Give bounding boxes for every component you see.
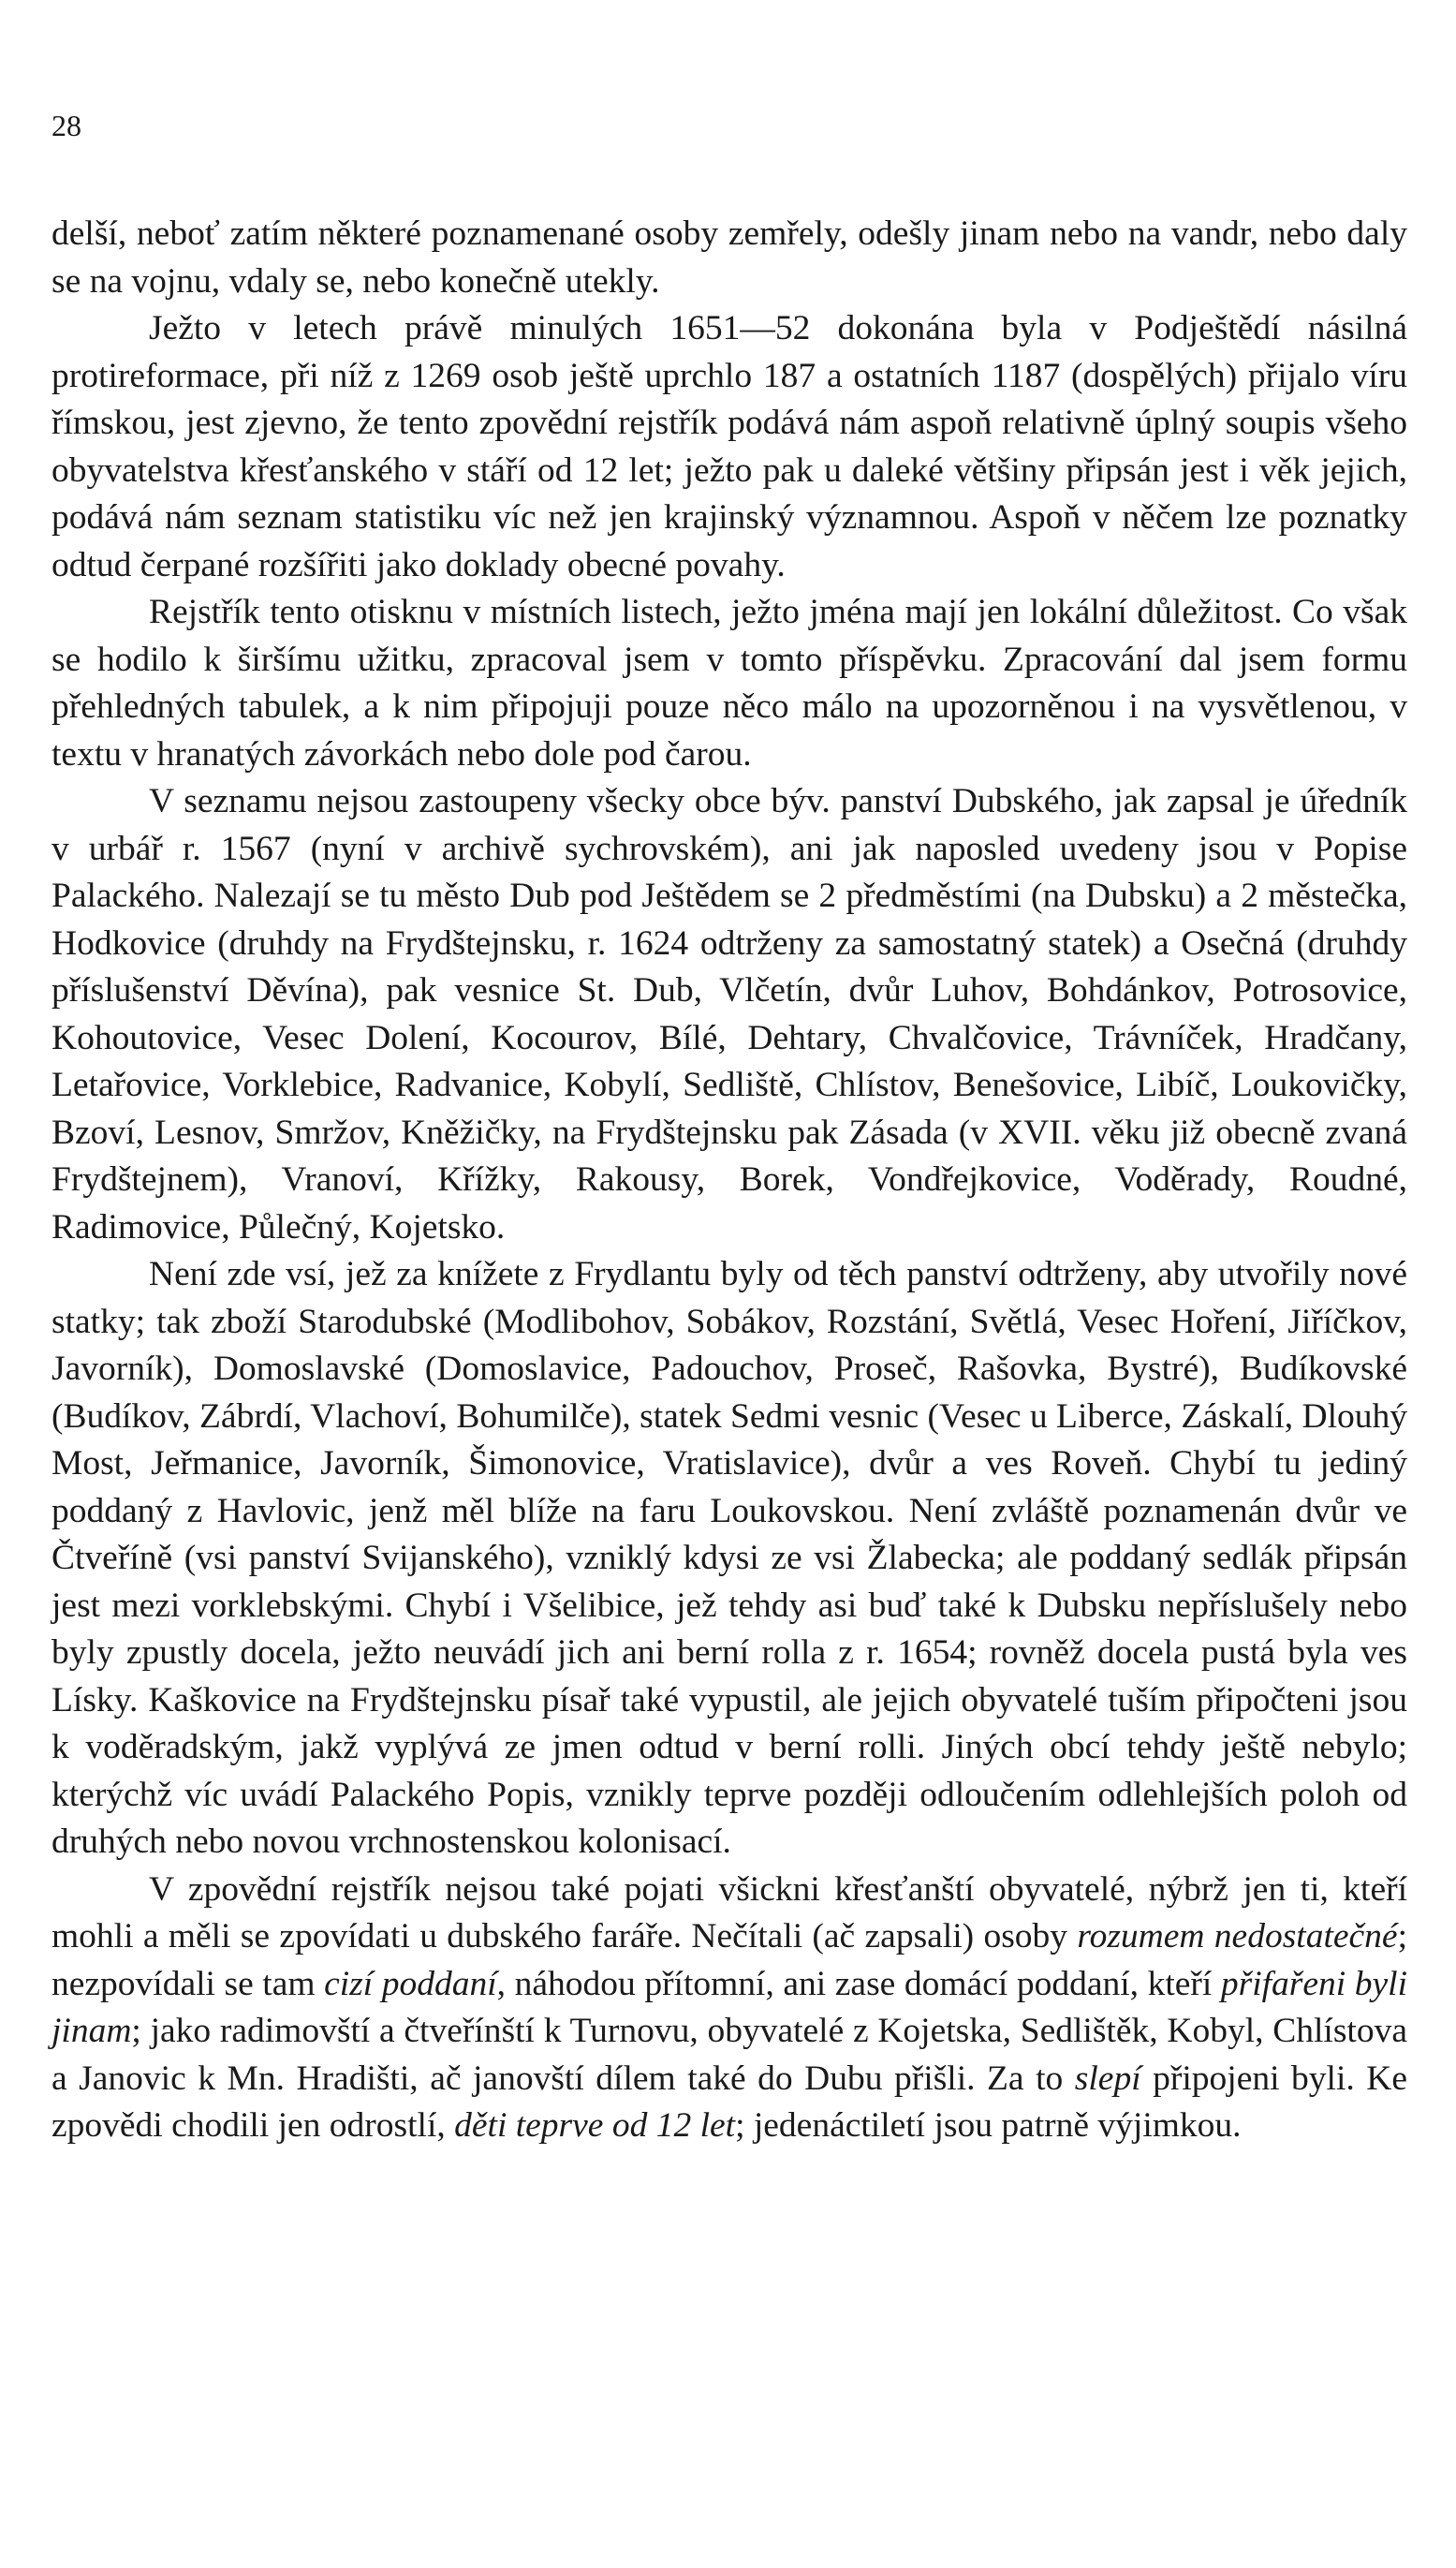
text-run: delší, neboť zatím některé poznamenané osoby zemřely, odešly jinam nebo na vandr, nebo daly se na vojnu, vdaly se, nebo konečně utekly. (51, 214, 1407, 301)
paragraph (51, 1867, 1407, 2150)
italic-text: slepí (1074, 2059, 1141, 2098)
italic-text: rozumem nedostatečné (1077, 1917, 1398, 1956)
italic-text: cizí poddaní (324, 1964, 497, 2003)
text-run: , náhodou přítomní, ani zase domácí poddaní, kteří (496, 1964, 1221, 2003)
paragraph (51, 1251, 1407, 1867)
italic-text: děti teprve od 12 let (454, 2106, 736, 2145)
text-run: Rejstřík tento otisknu v místních listech, ježto jména mají jen lokální důležitost. Co však se hodilo k širšímu užitku, zpracoval jsem v tomto příspěvku. Zpracování dal jsem formu přehledných tabulek, a k nim připojuji pouze něco málo na upozorněnou i na vysvětlenou, v textu v hranatých závorkách nebo dole pod čarou. (51, 593, 1407, 774)
paragraph (51, 211, 1407, 305)
text-run: Není zde vsí, jež za knížete z Frydlantu byly od těch panství odtrženy, aby utvořily nové statky; tak zboží Starodubské (Modlibohov, Sobákov, Rozstání, Světlá, Vesec Hoření, Jiříčkov, Javorník), Domoslavské (Domoslavice, Padouchov, Proseč, Rašovka, Bystré), Budíkovské (Budíkov, Zábrdí, Vlachoví, Bohumilče), statek Sedmi vesnic (Vesec u Liberce, Záskalí, Dlouhý Most, Jeřmanice, Javorník, Šimonovice, Vratislavice), dvůr a ves Roveň. Chybí tu jediný poddaný z Havlovic, jenž měl blíže na faru Loukovskou. Není zvláště poznamenán dvůr ve Čtveříně (vsi panství Svijanského), vzniklý kdysi ze vsi Žlabecka; ale poddaný sedlák připsán jest mezi vorklebskými. Chybí i Všelibice, jež tehdy asi buď také k Dubsku nepříslušely nebo byly zpustly docela, ježto neuvádí jich ani berní rolla z r. 1654; rovněž docela pustá byla ves Lísky. Kaškovice na Frydštejnsku písař také vypustil, ale jejich obyvatelé tuším připočteni jsou k voděradským, jakž vyplývá ze jmen odtud v berní rolli. Jiných obcí tehdy ještě nebylo; kterýchž víc uvádí Palackého Popis, vznikly teprve později odloučením odlehlejších poloh od druhých nebo novou vrchnostenskou kolonisací. (51, 1255, 1407, 1861)
text-run: Ježto v letech právě minulých 1651—52 dokonána byla v Podještědí násilná protireformace, při níž z 1269 osob ještě uprchlo 187 a ostatních 1187 (dospělých) přijalo víru římskou, jest zjevno, že tento zpovědní rejstřík podává nám aspoň relativně úplný soupis všeho obyvatelstva křesťanského v stáří od 12 let; ježto pak u daleké většiny připsán jest i věk jejich, podává nám seznam statistiku víc než jen krajinský významnou. Aspoň v něčem lze poznatky odtud čerpané rozšířiti jako doklady obecné povahy. (51, 309, 1407, 584)
body-text (51, 211, 1407, 2150)
paragraph (51, 778, 1407, 1251)
text-run: ; jako radimovští a čtveřínští k Turnovu, obyvatelé z Kojetska, Sedlištěk, Kobyl, Chlístova a Janovic k Mn. Hradišti, ač janovští dílem také do Dubu přišli. Za to (51, 2012, 1407, 2098)
text-run: V zpovědní rejstřík nejsou také pojati všickni křesťanští obyvatelé, nýbrž jen ti, kteří mohli a měli se zpovídati u dubského faráře. Nečítali (ač zapsali) osoby (51, 1869, 1407, 1956)
text-run: V seznamu nejsou zastoupeny všecky obce býv. panství Dubského, jak zapsal je úředník v urbář r. 1567 (nyní v archivě sychrovském), ani jak naposled uvedeny jsou v Popise Palackého. Nalezají se tu město Dub pod Ještědem se 2 předměstími (na Dubsku) a 2 městečka, Hodkovice (druhdy na Frydštejnsku, r. 1624 odtrženy za samostatný statek) a Osečná (druhdy příslušenství Děvína), pak vesnice St. Dub, Vlčetín, dvůr Luhov, Bohdánkov, Potrosovice, Kohoutovice, Vesec Dolení, Kocourov, Bílé, Dehtary, Chvalčovice, Trávníček, Hradčany, Letařovice, Vorklebice, Radvanice, Kobylí, Sedliště, Chlístov, Benešovice, Libíč, Loukovičky, Bzoví, Lesnov, Smržov, Kněžičky, na Frydštejnsku pak Zásada (v XVII. věku již obecně zvaná Frydštejnem), Vranoví, Křížky, Rakousy, Borek, Vondřejkovice, Voděrady, Roudné, Radimovice, Půlečný, Kojetsko. (51, 782, 1407, 1247)
text-run: připojeni byli. Ke zpovědi chodili jen odrostlí, (51, 2059, 1407, 2145)
text-run: ; nezpovídali se tam (51, 1917, 1407, 2003)
text-run: ; jedenáctiletí jsou patrně výjimkou. (735, 2106, 1242, 2145)
paragraph (51, 305, 1407, 589)
page-number: 28 (51, 109, 81, 142)
italic-text: přifařeni byli jinam (51, 1964, 1407, 2050)
paragraph (51, 589, 1407, 778)
